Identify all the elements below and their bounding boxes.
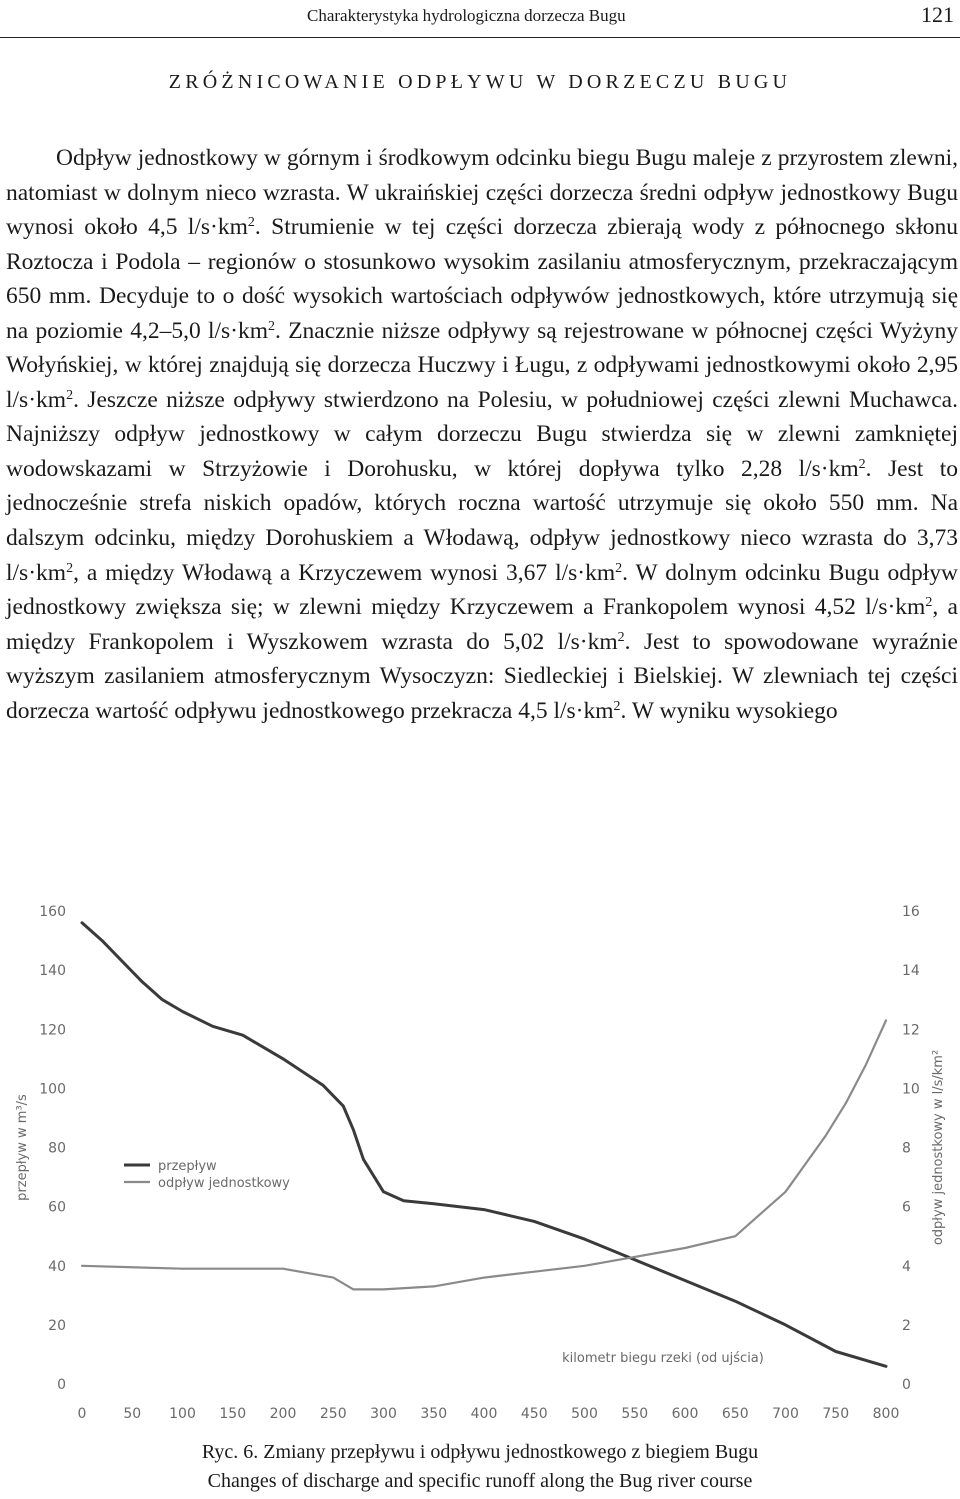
- x-tick-label: 100: [169, 1406, 196, 1422]
- body-paragraph: Odpływ jednostkowy w górnym i środkowym odcinku biegu Bugu maleje z przyrostem zlewni, natomiast w dolnym nieco wzrasta. W ukraińskiej części dorzecza średni odpływ jednostkowy Bugu wynosi około 4,5 $l/s\cdot km^2$. Strumienie w tej części dorzecza zbierają wody z północnego skłonu Roztocza i Podola – regionów o stosunkowo wysokim zasilaniu atmosferycznym, przekraczającym 650 mm. Decyduje to o dość wysokich wartościach odpływów jednostkowych, które utrzymują się na poziomie 4,2–5,0 $l/s\cdot km^2$. Znacznie niższe odpływy są rejestrowane w północnej części Wyżyny Wołyńskiej, w której znajdują się dorzecza Huczwy i Ługu, z odpływami jednostkowymi około 2,95 $l/s\cdot km^2$. Jeszcze niższe odpływy stwierdzono na Polesiu, w południowej części zlewni Muchawca. Najniższy odpływ jednostkowy w całym dorzeczu Bugu stwierdza się w zlewni zamkniętej wodowskazami w Strzyżowie i Dorohusku, w której dopływa tylko 2,28 $l/s\cdot km^2$. Jest to jednocześnie strefa niskich opadów, których roczna wartość utrzymuje się około 550 mm. Na dalszym odcinku, między Dorohuskiem a Włodawą, odpływ jednostkowy nieco wzrasta do 3,73 $l/s\cdot km^2$, a między Włodawą a Krzyczewem wynosi 3,67 $l/s\cdot km^2$. W dolnym odcinku Bugu odpływ jednostkowy zwiększa się; w zlewni między Krzyczewem a Frankopolem wynosi 4,52 $l/s\cdot km^2$, a między Frankopolem i Wyszkowem wzrasta do 5,02 $l/s\cdot km^2$. Jest to spowodowane wyraźnie wyższym zasilaniem atmosferycznym Wysoczyzn: Siedleckiej i Bielskiej. W zlewniach tej części dorzecza wartość odpływu jednostkowego przekracza 4,5 $l/s\cdot km^2$. W wyniku wysokiego: [6, 145, 959, 724]
- page-header: [0, 0, 960, 40]
- running-title: Charakterystyka hydrologiczna dorzecza Bugu: [307, 6, 626, 25]
- x-tick-label: 300: [370, 1406, 397, 1422]
- y-tick-label: 20: [48, 1317, 66, 1334]
- figure: [0, 895, 960, 1425]
- y-tick-label: 80: [48, 1140, 66, 1157]
- x-tick-label: 200: [269, 1406, 297, 1422]
- y-tick-label: 120: [39, 1022, 66, 1039]
- legend-label: odpływ jednostkowy: [158, 1176, 290, 1191]
- y2-tick-label: 0: [902, 1377, 911, 1393]
- x-tick-label: 750: [822, 1406, 850, 1422]
- figure-caption-pl: Ryc. 6. Zmiany przepływu i odpływu jednostkowego z biegiem Bugu: [201, 1441, 759, 1463]
- y2-tick-label: 14: [902, 963, 920, 980]
- y2-axis-label: odpływ jednostkowy w l/s/km²: [931, 1049, 946, 1246]
- y2-tick-label: 4: [902, 1258, 911, 1275]
- section-title: ZRÓŻNICOWANIE ODPŁYWU W DORZECZU BUGU: [168, 71, 792, 93]
- y2-tick-label: 6: [902, 1199, 911, 1216]
- figure-caption-en: Changes of discharge and specific runoff along the Bug river course: [207, 1470, 753, 1492]
- x-tick-label: 800: [872, 1406, 900, 1422]
- x-tick-label: 0: [77, 1406, 87, 1422]
- x-tick-label: 450: [520, 1406, 548, 1422]
- x-tick-label: 400: [470, 1406, 498, 1422]
- y-axis-label: przepływ w m³/s: [15, 1094, 30, 1201]
- page-number: 121: [921, 2, 954, 27]
- y-tick-label: 60: [48, 1199, 66, 1216]
- x-tick-label: 50: [123, 1406, 142, 1422]
- x-tick-label: 700: [772, 1406, 799, 1422]
- x-tick-label: 500: [571, 1406, 598, 1422]
- x-axis-label: kilometr biegu rzeki (od ujścia): [562, 1351, 764, 1366]
- series-line-specific-runoff: [82, 1020, 886, 1289]
- series-line-discharge: [82, 923, 886, 1367]
- x-tick-label: 600: [671, 1406, 699, 1422]
- y2-tick-label: 16: [902, 904, 920, 920]
- legend-label: przepływ: [158, 1159, 217, 1174]
- x-tick-label: 250: [319, 1406, 347, 1422]
- discharge-runoff-chart: [0, 895, 960, 1425]
- y-tick-label: 40: [48, 1258, 66, 1275]
- y2-tick-label: 2: [902, 1317, 911, 1334]
- x-tick-label: 550: [621, 1406, 649, 1422]
- x-tick-label: 350: [420, 1406, 448, 1422]
- y-tick-label: 100: [39, 1081, 66, 1098]
- x-tick-label: 650: [721, 1406, 749, 1422]
- y2-tick-label: 8: [902, 1140, 911, 1157]
- x-tick-label: 150: [219, 1406, 247, 1422]
- y-tick-label: 140: [39, 963, 66, 980]
- header-rule: [0, 37, 960, 38]
- y2-tick-label: 10: [902, 1081, 920, 1098]
- y2-tick-label: 12: [902, 1022, 920, 1039]
- y-tick-label: 0: [57, 1377, 66, 1393]
- y-tick-label: 160: [39, 904, 66, 920]
